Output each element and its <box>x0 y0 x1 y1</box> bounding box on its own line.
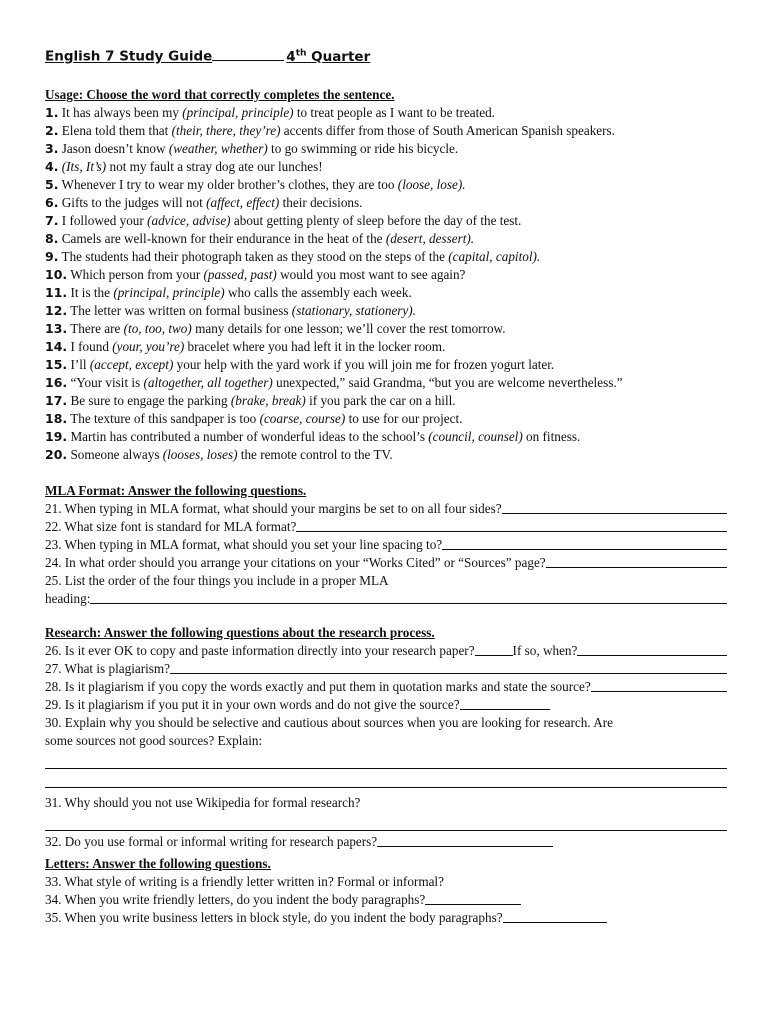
usage-item <box>45 248 727 266</box>
answer-blank-29[interactable] <box>460 696 550 710</box>
question-25 <box>45 590 727 608</box>
answer-blank-22[interactable] <box>296 518 727 532</box>
item-number: 19. <box>45 429 68 444</box>
usage-item <box>45 284 727 302</box>
item-choices[interactable]: (council, counsel) <box>428 429 523 444</box>
item-number: 13. <box>45 321 68 336</box>
usage-list <box>45 104 727 464</box>
item-text: There are <box>67 321 124 336</box>
item-choices[interactable]: (Its, It’s) <box>61 159 107 174</box>
item-choices[interactable]: (coarse, course) <box>259 411 346 426</box>
usage-item <box>45 392 727 410</box>
usage-item <box>45 338 727 356</box>
item-text-end: bracelet where you had left it in the locker room. <box>184 339 446 354</box>
item-number: 2. <box>45 123 59 138</box>
item-text-end: would you most want to see again? <box>276 267 466 282</box>
item-choices[interactable]: (capital, capitol). <box>448 249 541 264</box>
letters-heading: Letters: Answer the following questions. <box>45 856 271 871</box>
item-number: 8. <box>45 231 59 246</box>
item-text-end: accents differ from those of South American Spanish speakers. <box>280 123 615 138</box>
answer-blank-28[interactable] <box>591 678 727 692</box>
usage-item <box>45 140 727 158</box>
quarter-number: 4 <box>286 48 296 65</box>
question-21-text: 21. When typing in MLA format, what should your margins be set to on all four sides? <box>45 501 502 516</box>
question-28 <box>45 678 727 696</box>
item-number: 18. <box>45 411 68 426</box>
usage-item <box>45 212 727 230</box>
answer-blank-34[interactable] <box>425 891 521 905</box>
answer-blank-26b[interactable] <box>577 642 727 656</box>
question-26-followup: If so, when? <box>512 643 578 658</box>
item-number: 6. <box>45 195 59 210</box>
question-32-text: 32. Do you use formal or informal writing for research papers? <box>45 834 378 849</box>
usage-item <box>45 194 727 212</box>
question-26 <box>45 642 727 660</box>
question-27 <box>45 660 727 678</box>
usage-section <box>45 86 727 464</box>
item-text-end: the remote control to the TV. <box>237 447 393 462</box>
item-text: I’ll <box>67 357 90 372</box>
quarter-word: Quarter <box>311 48 371 65</box>
item-choices[interactable]: (brake, break) <box>230 393 306 408</box>
item-choices[interactable]: (principal, principle) <box>182 105 294 120</box>
question-31: 31. Why should you not use Wikipedia for formal research? <box>45 795 361 810</box>
answer-blank-26a[interactable] <box>475 642 513 656</box>
item-choices[interactable]: (passed, past) <box>203 267 277 282</box>
item-number: 4. <box>45 159 59 174</box>
answer-blank-35[interactable] <box>503 909 607 923</box>
item-choices[interactable]: (principal, principle) <box>113 285 225 300</box>
item-choices[interactable]: (their, there, they’re) <box>171 123 281 138</box>
item-text: The texture of this sandpaper is too <box>67 411 260 426</box>
question-29-text: 29. Is it plagiarism if you put it in your own words and do not give the source? <box>45 697 460 712</box>
item-text-end: to treat people as I want to be treated. <box>293 105 495 120</box>
item-text-end: if you park the car on a hill. <box>305 393 456 408</box>
item-text: I followed your <box>58 213 148 228</box>
item-text: Whenever I try to wear my older brother’s clothes, they are too <box>58 177 398 192</box>
item-choices[interactable]: (advice, advise) <box>147 213 231 228</box>
item-text-end: to go swimming or ride his bicycle. <box>267 141 459 156</box>
item-text-end: many details for one lesson; we’ll cover the rest tomorrow. <box>191 321 506 336</box>
item-choices[interactable]: (your, you’re) <box>112 339 185 354</box>
title-text: English 7 Study Guide <box>45 48 213 65</box>
usage-item <box>45 230 727 248</box>
item-text-end: about getting plenty of sleep before the day of the test. <box>230 213 522 228</box>
question-22 <box>45 518 727 536</box>
item-text: Camels are well-known for their endurance in the heat of the <box>58 231 386 246</box>
item-text-end: their decisions. <box>279 195 363 210</box>
item-text: Which person from your <box>67 267 204 282</box>
research-section <box>45 624 727 851</box>
item-number: 16. <box>45 375 68 390</box>
question-35 <box>45 909 727 927</box>
item-text-end: your help with the yard work if you will join me for frozen yogurt later. <box>173 357 555 372</box>
question-30-line-2: some sources not good sources? Explain: <box>45 733 263 748</box>
quarter-suffix: th <box>295 48 307 58</box>
usage-item <box>45 122 727 140</box>
item-choices[interactable]: (desert, dessert). <box>385 231 475 246</box>
item-text: Elena told them that <box>58 123 172 138</box>
question-25-line-1: 25. List the order of the four things you include in a proper MLA <box>45 573 389 588</box>
item-choices[interactable]: (affect, effect) <box>206 195 280 210</box>
item-text: Jason doesn’t know <box>58 141 169 156</box>
question-35-text: 35. When you write business letters in block style, do you indent the body paragraphs? <box>45 910 503 925</box>
item-text-end: to use for our project. <box>345 411 463 426</box>
question-32 <box>45 833 727 851</box>
question-24 <box>45 554 727 572</box>
item-number: 7. <box>45 213 59 228</box>
question-27-text: 27. What is plagiarism? <box>45 661 171 676</box>
question-23 <box>45 536 727 554</box>
item-number: 17. <box>45 393 68 408</box>
title-underline-gap <box>212 59 284 61</box>
item-text-end: on fitness. <box>522 429 581 444</box>
question-33: 33. What style of writing is a friendly letter written in? Formal or informal? <box>45 874 444 889</box>
answer-blank-25[interactable] <box>90 590 727 604</box>
question-28-text: 28. Is it plagiarism if you copy the words exactly and put them in quotation marks and state the source? <box>45 679 591 694</box>
usage-item <box>45 266 727 284</box>
item-number: 14. <box>45 339 68 354</box>
item-text: The letter was written on formal business <box>67 303 292 318</box>
item-choices[interactable]: (weather, whether) <box>168 141 268 156</box>
item-number: 15. <box>45 357 68 372</box>
item-choices[interactable]: (to, too, two) <box>123 321 192 336</box>
question-29 <box>45 696 727 714</box>
usage-item <box>45 104 727 122</box>
question-23-text: 23. When typing in MLA format, what should you set your line spacing to? <box>45 537 443 552</box>
page-title <box>45 48 370 65</box>
item-number: 12. <box>45 303 68 318</box>
item-text-end: unexpected,” said Grandma, “but you are welcome nevertheless.” <box>272 375 623 390</box>
item-text: It is the <box>67 285 114 300</box>
item-choices[interactable]: (accept, except) <box>89 357 174 372</box>
usage-heading: Usage: Choose the word that correctly completes the sentence. <box>45 87 395 102</box>
answer-blank-23[interactable] <box>442 536 727 550</box>
item-text: “Your visit is <box>67 375 144 390</box>
usage-item <box>45 410 727 428</box>
item-number: 1. <box>45 105 59 120</box>
answer-line-30a[interactable] <box>45 750 727 769</box>
question-25-text: heading: <box>45 591 91 606</box>
answer-line-31[interactable] <box>45 812 727 831</box>
usage-item <box>45 446 727 464</box>
research-heading: Research: Answer the following questions about the research process. <box>45 625 435 640</box>
mla-section <box>45 482 727 608</box>
item-text: Gifts to the judges will not <box>58 195 207 210</box>
usage-item <box>45 374 727 392</box>
item-choices[interactable]: (altogether, all together) <box>143 375 273 390</box>
question-34-text: 34. When you write friendly letters, do you indent the body paragraphs? <box>45 892 426 907</box>
item-text: I found <box>67 339 113 354</box>
question-26-text: 26. Is it ever OK to copy and paste information directly into your research paper? <box>45 643 475 658</box>
question-24-text: 24. In what order should you arrange your citations on your “Works Cited” or “Sources” page? <box>45 555 546 570</box>
usage-item <box>45 158 727 176</box>
mla-heading: MLA Format: Answer the following questions. <box>45 483 307 498</box>
answer-blank-24[interactable] <box>546 554 727 568</box>
item-number: 5. <box>45 177 59 192</box>
item-text: Someone always <box>67 447 163 462</box>
usage-item <box>45 302 727 320</box>
usage-item <box>45 176 727 194</box>
item-choices[interactable]: (loose, lose). <box>397 177 466 192</box>
question-22-text: 22. What size font is standard for MLA format? <box>45 519 297 534</box>
usage-item <box>45 320 727 338</box>
item-number: 11. <box>45 285 68 300</box>
answer-line-30b[interactable] <box>45 769 727 788</box>
quarter-label <box>286 49 370 65</box>
item-text-end: not my fault a stray dog ate our lunches! <box>106 159 323 174</box>
item-text: The students had their photograph taken as they stood on the steps of the <box>58 249 449 264</box>
usage-item <box>45 356 727 374</box>
answer-blank-27[interactable] <box>170 660 727 674</box>
item-number: 10. <box>45 267 68 282</box>
item-number: 20. <box>45 447 68 462</box>
item-text-end: who calls the assembly each week. <box>224 285 412 300</box>
item-choices[interactable]: (stationary, stationery). <box>291 303 416 318</box>
item-choices[interactable]: (looses, loses) <box>162 447 238 462</box>
usage-item <box>45 428 727 446</box>
question-34 <box>45 891 727 909</box>
item-number: 3. <box>45 141 59 156</box>
answer-blank-21[interactable] <box>502 500 727 514</box>
question-21 <box>45 500 727 518</box>
item-text: It has always been my <box>58 105 183 120</box>
question-30-line-1: 30. Explain why you should be selective and cautious about sources when you are looking for research. Are <box>45 715 614 730</box>
answer-blank-32[interactable] <box>377 833 553 847</box>
letters-section <box>45 855 727 927</box>
item-number: 9. <box>45 249 59 264</box>
item-text: Martin has contributed a number of wonderful ideas to the school’s <box>67 429 429 444</box>
item-text: Be sure to engage the parking <box>67 393 231 408</box>
